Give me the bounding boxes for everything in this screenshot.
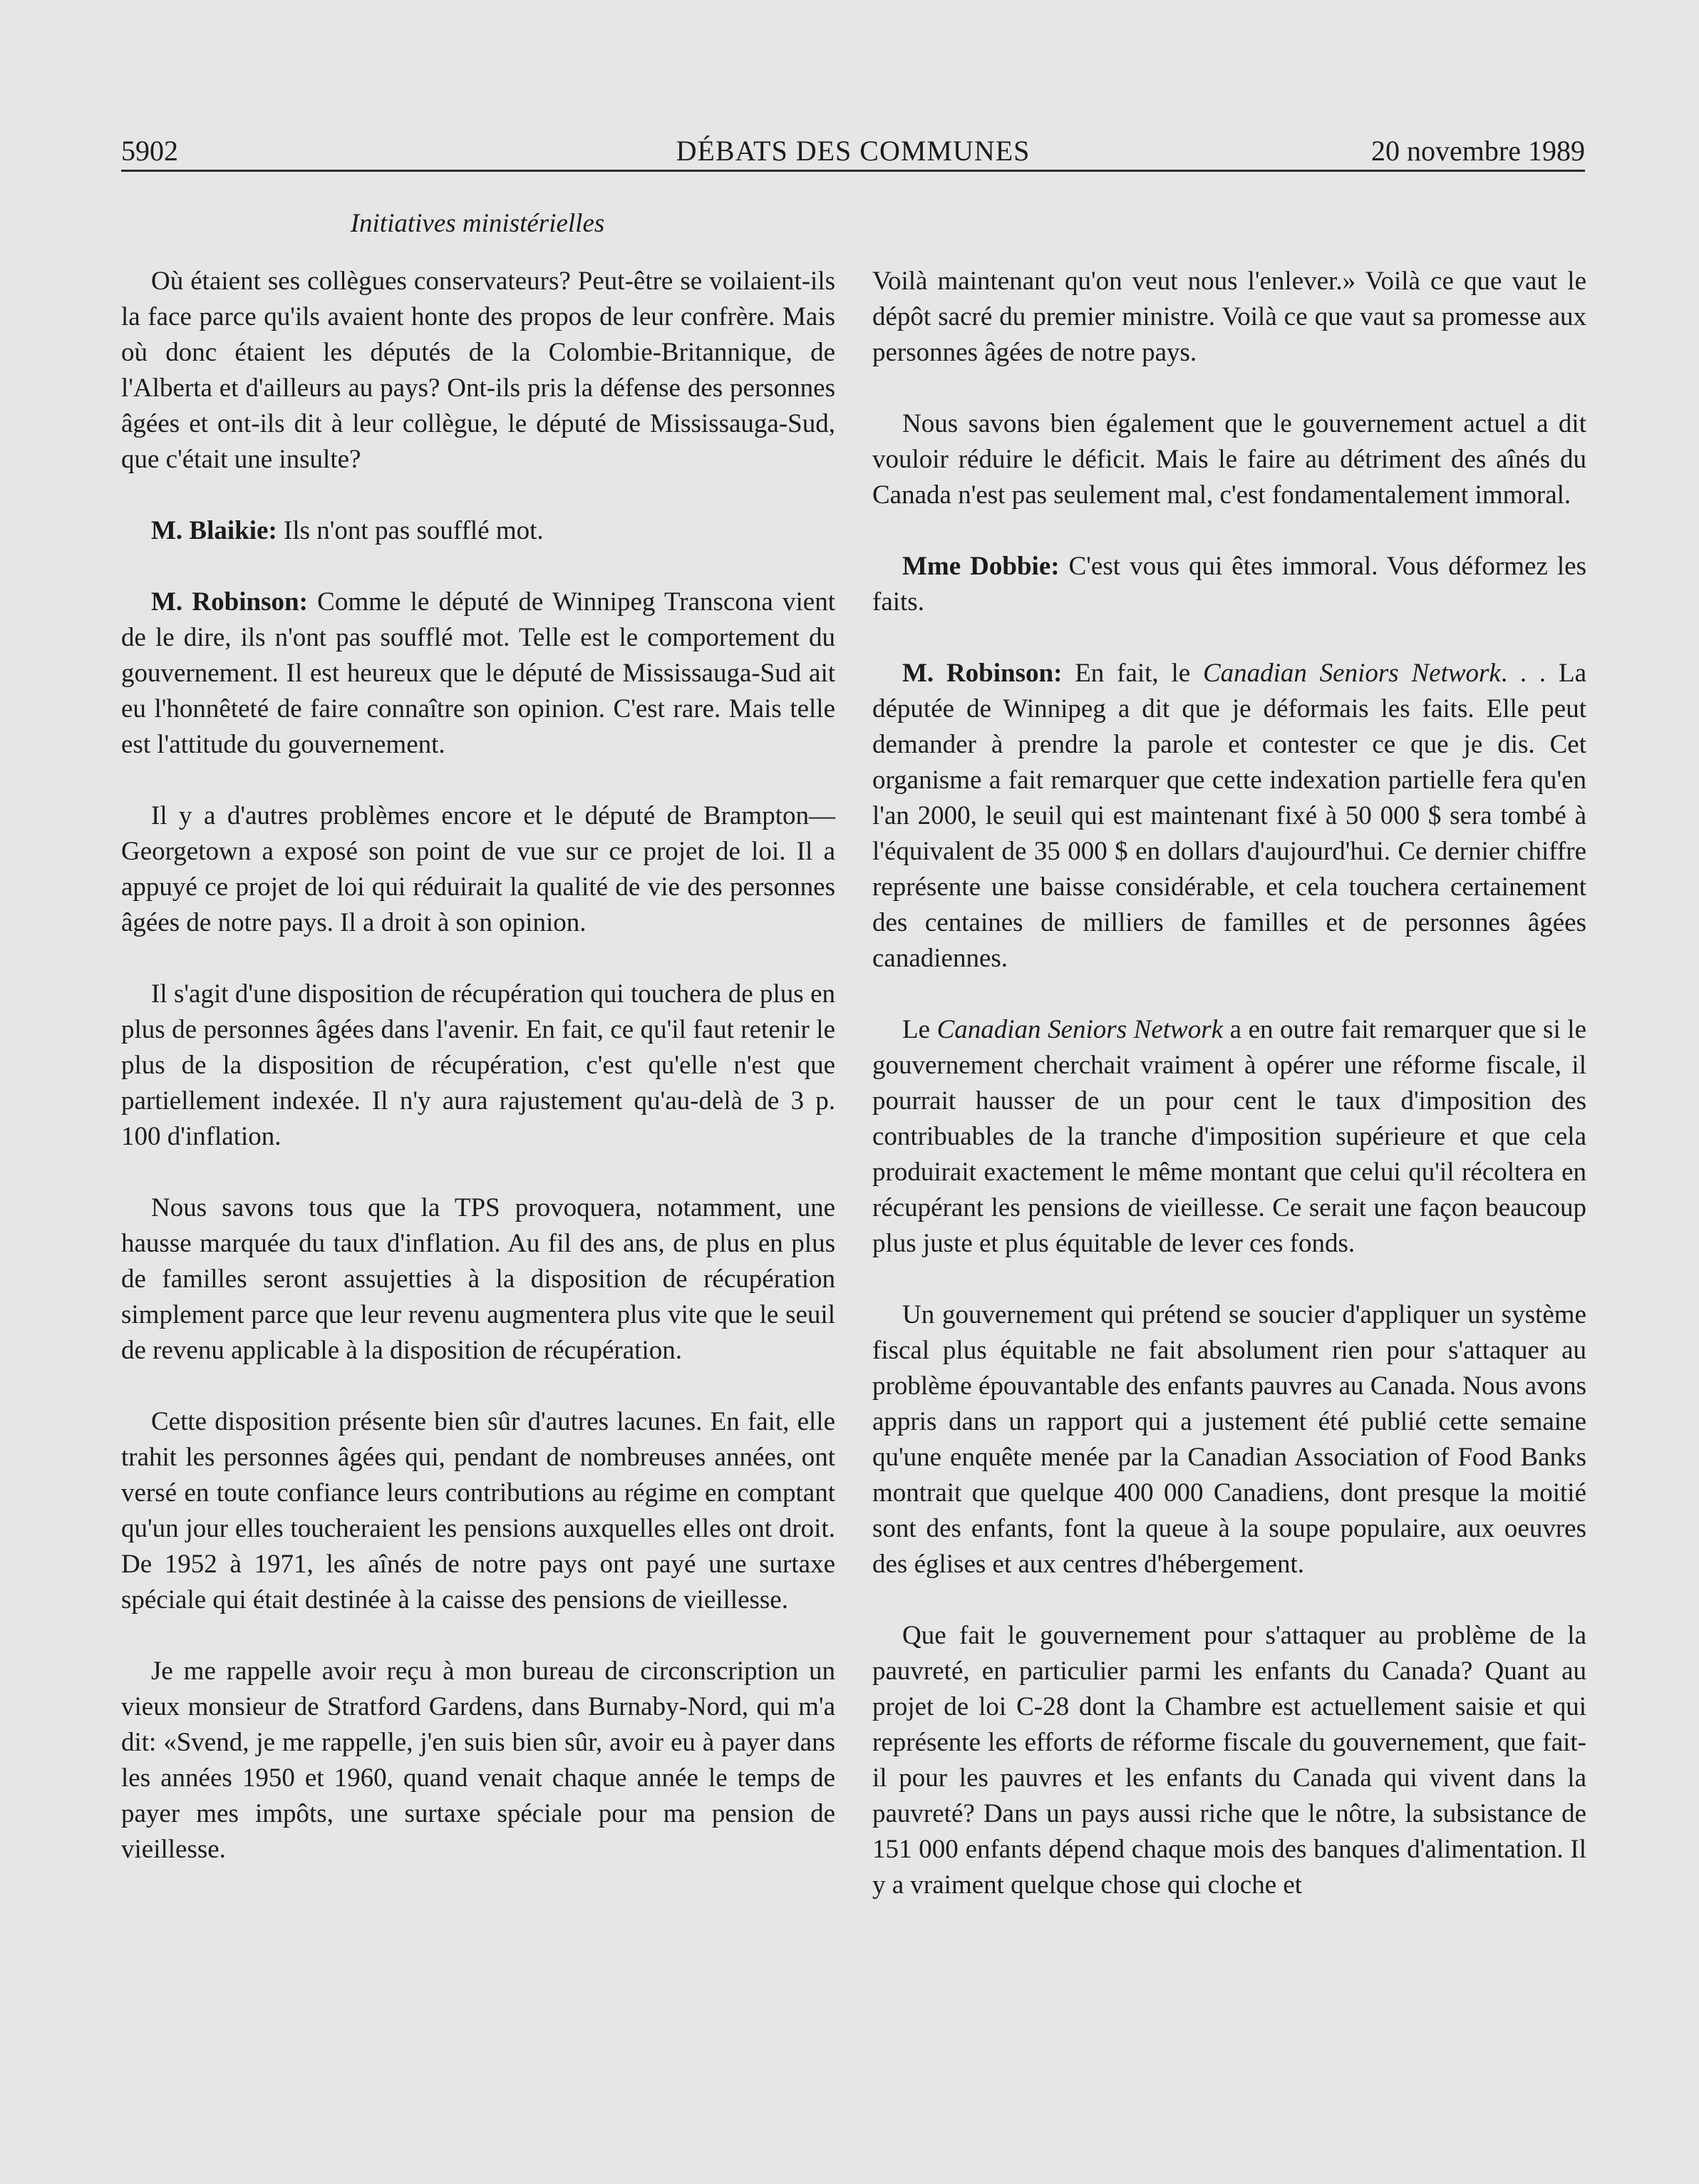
publication-title: DÉBATS DES COMMUNES	[676, 135, 1031, 167]
paragraph: Nous savons bien également que le gouvernement actuel a dit vouloir réduire le déficit. Mais le faire au détriment des aînés du Canada n'est pas seulement mal, c'est fondamentalement immoral.	[872, 409, 1586, 510]
speaker-name: M. Robinson:	[902, 659, 1063, 688]
paragraph: Il s'agit d'une disposition de récupération qui touchera de plus en plus de personnes âgées dans l'avenir. En fait, ce qu'il faut retenir le plus de la disposition de récupération, c'est qu'elle n'est que partiellement indexée. Il n'y aura rajustement qu'au-delà de 3 p. 100 d'inflation.	[121, 979, 835, 1151]
speech-text: Comme le député de Winnipeg Transcona vient de le dire, ils n'ont pas soufflé mot. Telle est le comportement du gouvernement. Il est heureux que le député de Mississauga-Sud ait eu l'honnêteté de faire connaître son opinion. C'est rare. Mais telle est l'attitude du gouvernement.	[121, 587, 835, 759]
paragraph	[121, 513, 835, 549]
paragraph: Je me rappelle avoir reçu à mon bureau de circonscription un vieux monsieur de Stratford Gardens, dans Burnaby-Nord, qui m'a dit: «Svend, je me rappelle, j'en suis bien sûr, avoir eu à payer dans les années 1950 et 1960, quand venait chaque année le temps de payer mes impôts, une surtaxe spéciale pour ma pension de vieillesse.	[121, 1657, 835, 1864]
paragraph: Un gouvernement qui prétend se soucier d'appliquer un système fiscal plus équitable ne fait absolument rien pour s'attaquer au problème épouvantable des enfants pauvres au Canada. Nous avons appris dans un rapport qui a justement été publié cette semaine qu'une enquête menée par la Canadian Association of Food Banks montrait que quelque 400 000 Canadiens, dont presque la moitié sont des enfants, font la queue à la soupe populaire, aux oeuvres des églises et aux centres d'hébergement.	[872, 1300, 1586, 1579]
left-column	[121, 264, 835, 1903]
page-header	[121, 130, 1585, 172]
speech-text: Le	[902, 1015, 937, 1044]
paragraph	[872, 656, 1586, 977]
organization-name: Canadian Seniors Network	[1202, 659, 1501, 688]
paragraph	[121, 584, 835, 763]
speech-text: . . . La députée de Winnipeg a dit que je déformais les faits. Elle peut demander à prendre la parole et contester ce que je dis. Cet organisme a fait remarquer que cette indexation partielle fera qu'en l'an 2000, le seuil qui est maintenant fixé à 50 000 $ sera tombé à l'équivalent de 35 000 $ en dollars d'aujourd'hui. Ce dernier chiffre représente une baisse considérable, et cela touchera certainement des centaines de milliers de familles et de personnes âgées canadiennes.	[872, 659, 1586, 973]
paragraph: Cette disposition présente bien sûr d'autres lacunes. En fait, elle trahit les personnes âgées qui, pendant de nombreuses années, ont versé en toute confiance leurs contributions au régime en comptant qu'un jour elles toucheraient les pensions auxquelles elles ont droit. De 1952 à 1971, les aînés de notre pays ont payé une surtaxe spéciale qui était destinée à la caisse des pensions de vieillesse.	[121, 1407, 835, 1614]
speaker-name: Mme Dobbie:	[902, 552, 1060, 581]
paragraph: Nous savons tous que la TPS provoquera, notamment, une hausse marquée du taux d'inflation. Au fil des ans, de plus en plus de familles seront assujetties à la disposition de récupération simplement parce que leur revenu augmentera plus vite que le seuil de revenu applicable à la disposition de récupération.	[121, 1193, 835, 1365]
paragraph: Voilà maintenant qu'on veut nous l'enlever.» Voilà ce que vaut le dépôt sacré du premier ministre. Voilà ce que vaut sa promesse aux personnes âgées de notre pays.	[872, 267, 1586, 367]
speaker-name: M. Robinson:	[151, 587, 308, 617]
section-title: Initiatives ministérielles	[350, 209, 605, 238]
speech-text: En fait, le	[1062, 659, 1203, 688]
paragraph	[872, 549, 1586, 620]
right-column	[872, 264, 1586, 1939]
paragraph: Il y a d'autres problèmes encore et le député de Brampton—Georgetown a exposé son point de vue sur ce projet de loi. Il a appuyé ce projet de loi qui réduirait la qualité de vie des personnes âgées de notre pays. Il a droit à son opinion.	[121, 801, 835, 937]
speaker-name: M. Blaikie:	[151, 516, 277, 545]
paragraph: Que fait le gouvernement pour s'attaquer au problème de la pauvreté, en particulier parmi les enfants du Canada? Quant au projet de loi C-28 dont la Chambre est actuellement saisie et qui représente les efforts de réforme fiscale du gouvernement, que fait-il pour les pauvres et les enfants du Canada qui vivent dans la pauvreté? Dans un pays aussi riche que le nôtre, la subsistance de 151 000 enfants dépend chaque mois des banques d'alimentation. Il y a vraiment quelque chose qui cloche et	[872, 1621, 1586, 1900]
organization-name: Canadian Seniors Network	[936, 1015, 1224, 1044]
speech-text: C'est vous qui êtes immoral. Vous déformez les faits.	[872, 552, 1586, 617]
page-number: 5902	[121, 135, 178, 167]
paragraph	[872, 1012, 1586, 1262]
speech-text: Ils n'ont pas soufflé mot.	[277, 516, 544, 545]
paragraph: Où étaient ses collègues conservateurs? Peut-être se voilaient-ils la face parce qu'ils avaient honte des propos de leur confrère. Mais où donc étaient les députés de la Colombie-Britannique, de l'Alberta et d'ailleurs au pays? Ont-ils pris la défense des personnes âgées et ont-ils dit à leur collègue, le député de Mississauga-Sud, que c'était une insulte?	[121, 267, 835, 474]
speech-text: a en outre fait remarquer que si le gouvernement cherchait vraiment à opérer une réforme fiscale, il pourrait hausser de un pour cent le taux d'imposition des contribuables de la tranche d'imposition supérieure et que cela produirait exactement le même montant que celui qu'il récoltera en récupérant les pensions de vieillesse. Ce serait une façon beaucoup plus juste et plus équitable de lever ces fonds.	[872, 1015, 1586, 1258]
publication-date: 20 novembre 1989	[1371, 135, 1585, 167]
